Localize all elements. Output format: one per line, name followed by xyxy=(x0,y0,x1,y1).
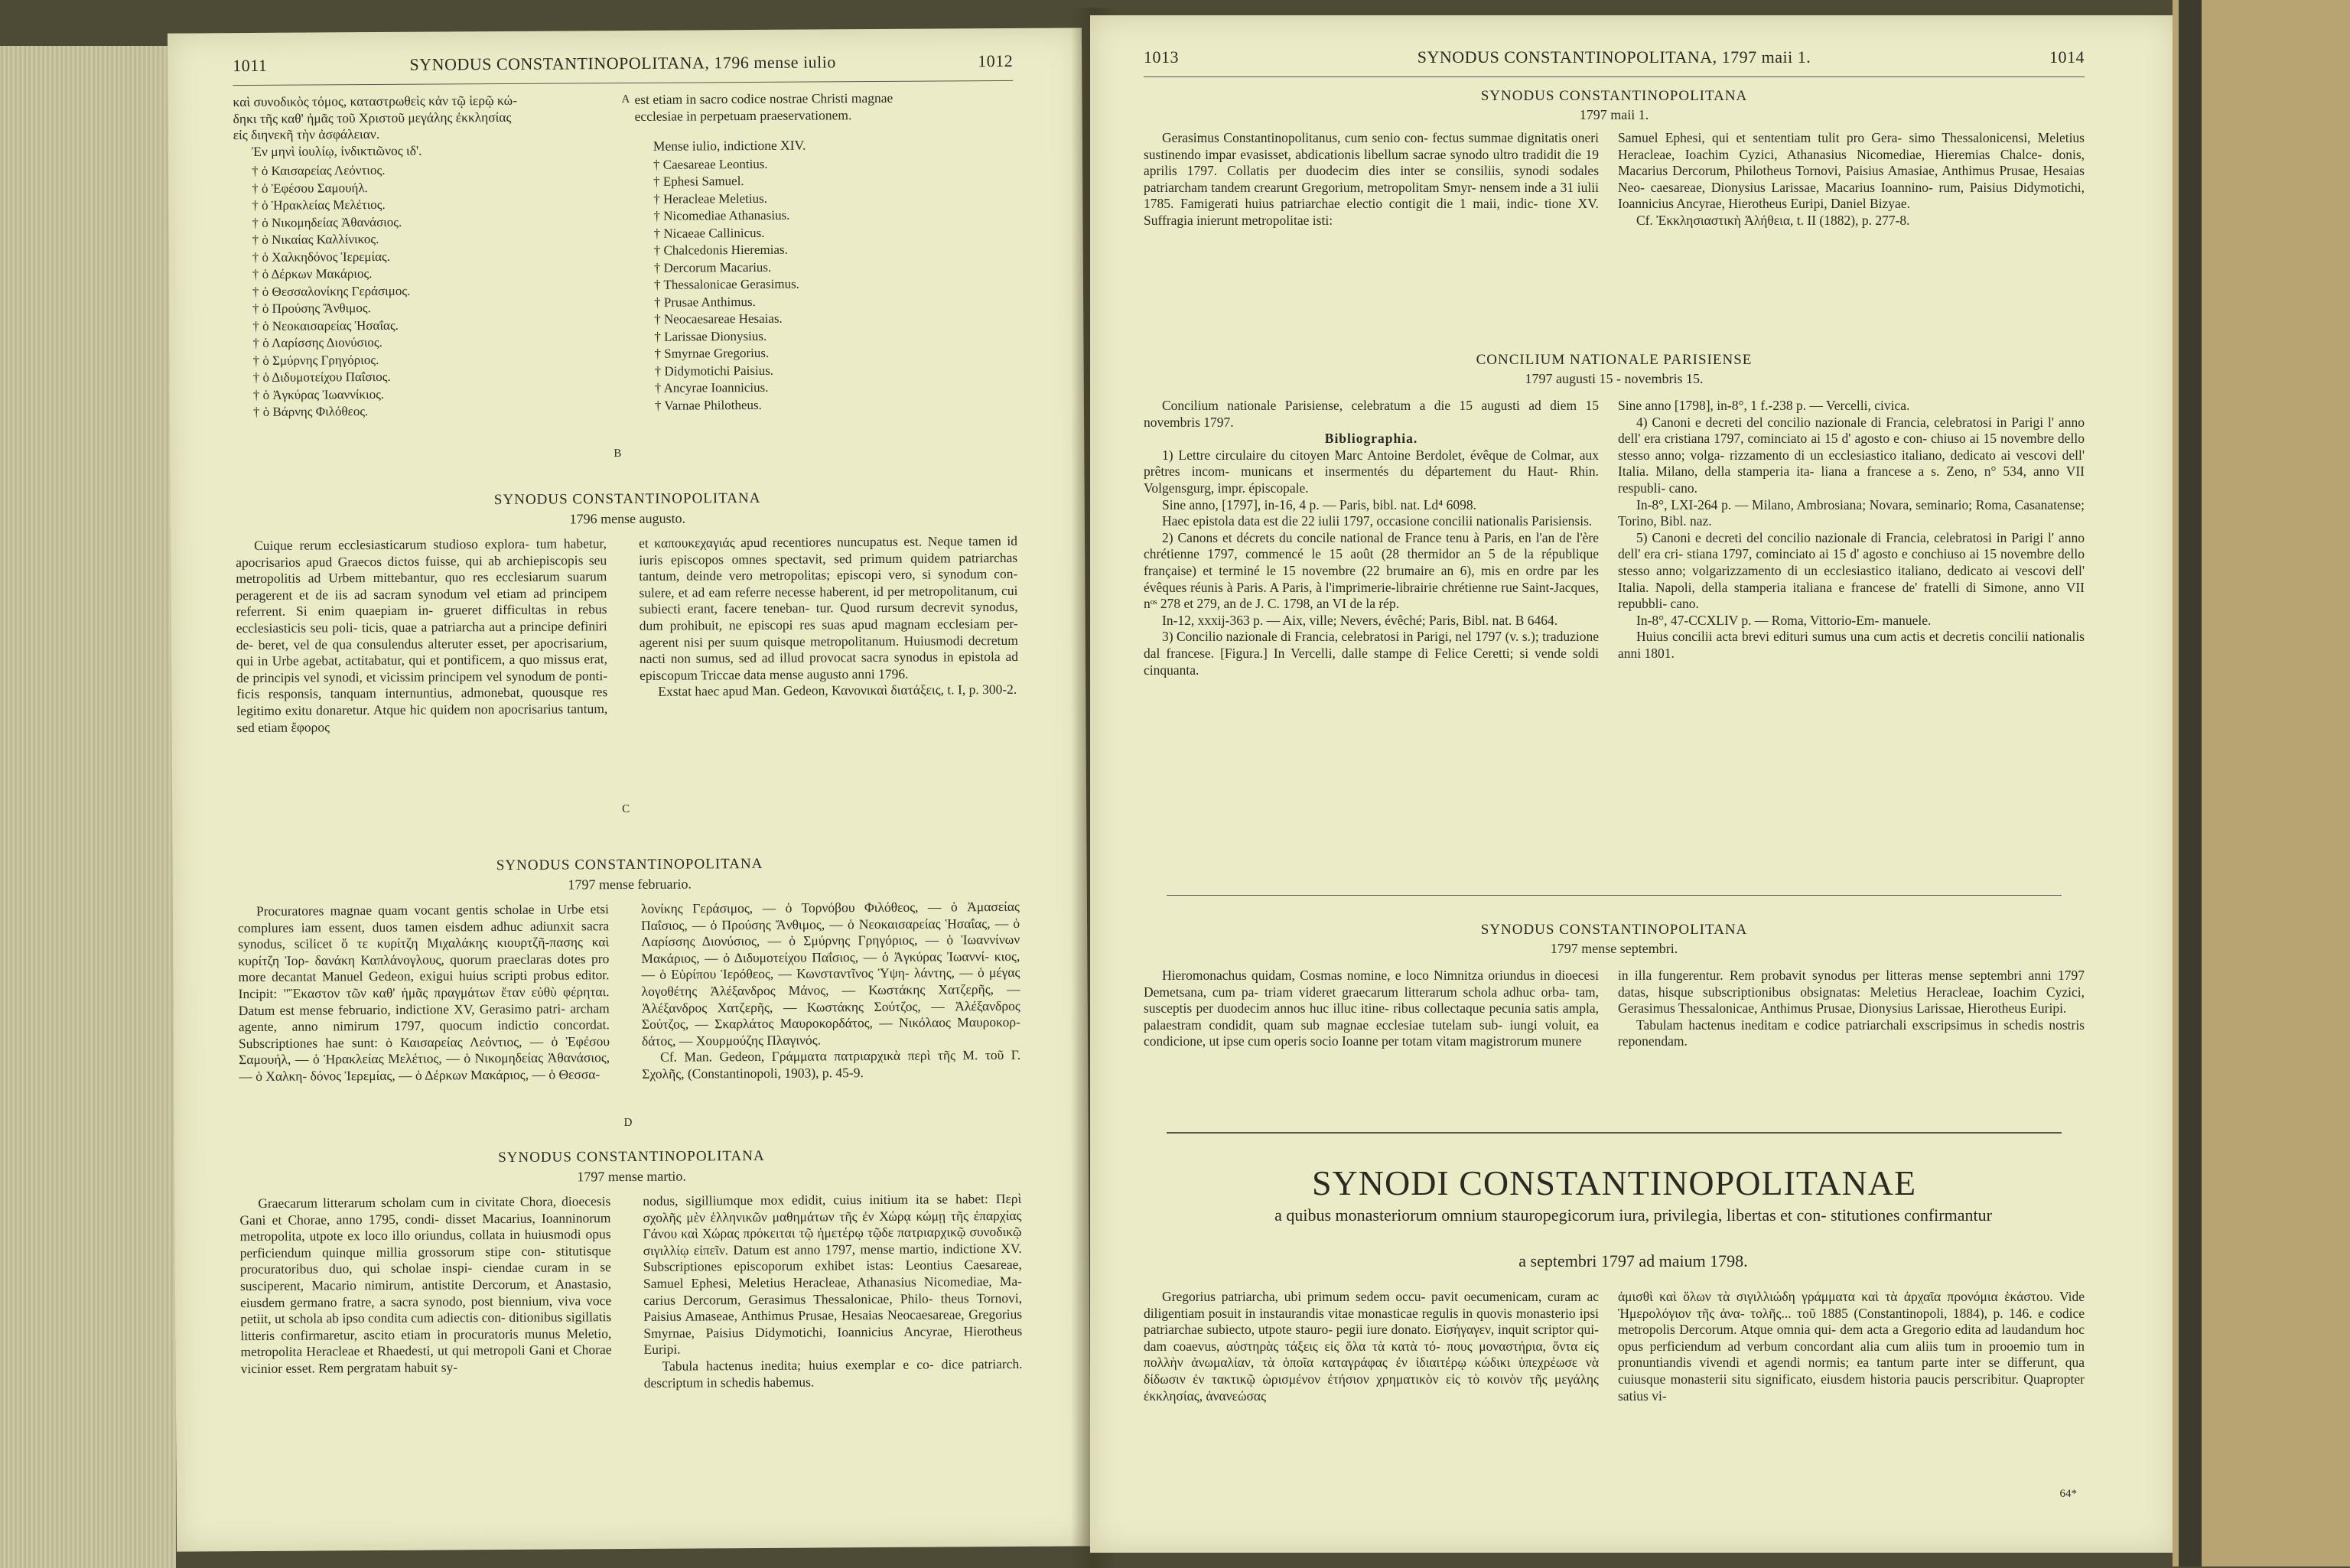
list-item: † Prusae Anthimus. xyxy=(654,294,756,310)
top-left-column xyxy=(233,92,617,421)
bibliography-entry: In-8°, LXI-264 p. — Milano, Ambrosiana; Novara, seminario; Roma, Casanatense; Torino, Bibl. naz. xyxy=(1618,496,2085,529)
section-date: 1796 mense augusto. xyxy=(569,510,686,527)
bibliography-entry: In-12, xxxij-363 p. — Aix, ville; Nevers, évêché; Paris, Bibl. nat. B 6464. xyxy=(1162,612,1558,628)
paragraph: Samuel Ephesi, qui et sententiam tulit pro Gera- simo Thessalonicensi, Meletius Heracleae, Ioachim Cyzici, Athanasius Nicomediae, Hieremias Chalce- donis, Macarius Dercorum, Philotheus Tornovi, Paisius Amasiae, Anthimus Prusae, Hesaias Neo- caesareae, Dionysius Larissae, Macarius Ioannino- rum, Paisius Didymotichi, Ioannicius Ancyrae, Hierotheus Euripi, Daniel Bizyae. xyxy=(1618,130,2085,212)
bibliography-entry: In-8°, 47-CCXLIV p. — Roma, Vittorio-Em- manuele. xyxy=(1636,612,1932,628)
left-page-number-2: 1012 xyxy=(978,50,1014,71)
list-item: † ὁ Λαρίσσης Διονύσιος. xyxy=(252,335,382,351)
list-item: † Nicaeae Callinicus. xyxy=(653,225,765,241)
bibliography-entry: 5) Canoni e decreti del concilio nazionale di Francia, celebratosi in Parigi l' anno dell' era cri- stiana 1797, cominciato ai 15 d' agosto e conchiuso ai 15 novembre dello stesso anno; volgarizzamento di un ecclesiastico italiano, dedicato ai vescovi dell' Italia. Napoli, della stamperia italiana e francese de' fratelli di Simone, anno VII repubbli- cano. xyxy=(1618,529,2085,612)
latin-line: est etiam in sacro codice nostrae Christi magnae xyxy=(634,89,893,107)
list-item: † ὁ Ἐφέσου Σαμουήλ. xyxy=(252,180,368,196)
list-item: † ὁ Βάρνης Φιλόθεος. xyxy=(252,404,369,420)
paragraph: Procuratores magnae quam vocant gentis scholae in Urbe etsi complures iam essent, duos tamen eisdem adhuc adiunxit sacra synodus, scilicet ὅ τε κυρίτζη Μιχαλάκης κιουρτζῆ-πασης καὶ κυρίτζη Ἰορ- δανάκη Καπλάνογλους, quorum praeclaras dotes pro more decantat Manuel Gedeon, exigui huius scripti probus editor. Incipit: "Ἕκαστον τῶν καθ' ἡμᾶς πραγμάτων ἔταν εὐθὺ φέρηται. Datum est mense februario, indictione XV, Gerasimo patri- archam agente, anno nimirum 1797, quocum indictio concordat. Subscriptiones hae sunt: ὁ Καισαρείας Λεόντιος, — ὁ Ἐφέσου Σαμουήλ, — ὁ Ἡρακλείας Μελέτιος, — ὁ Νικομηδείας Ἀθανάσιος, — ὁ Χαλκη- δόνος Ἱερεμίας, — ὁ Δέρκων Μακάριος, — ὁ Θεσσα- xyxy=(238,901,610,1085)
section-date: 1797 mense martio. xyxy=(577,1168,686,1185)
list-item: † ὁ Ἡρακλείας Μελέτιος. xyxy=(252,197,386,213)
bibliography-entry: 1) Lettre circulaire du citoyen Marc Antoine Berdolet, évêque de Colmar, aux prêtres incom- municans et insermentés du département du Haut- Rhin. Volgensgurg, impr. épiscopale. xyxy=(1144,447,1599,496)
right-page-number: 1013 xyxy=(1144,47,1179,67)
list-item: † Smyrnae Gregorius. xyxy=(654,346,770,362)
section-title: CONCILIUM NATIONALE PARISIENSE xyxy=(1476,352,1753,368)
paragraph: et καπουκεχαγιάς apud recentiores nuncupatus est. Neque tamen id iuris episcopos omnes spectavit, sed primum quidem patriarchas tantum, deinde vero metropolitas; episcopi vero, si synodum con- sulere, et ad eam referre necesse haberent, id per metropolitanum, cui subiecti erant, facere teneban- tur. Quod rursum decrevit synodus, dum prohibuit, ne episcopi res suas apud magnam ecclesiam per- agerent nisi per suum quisque metropolitanum. Huiusmodi decretum nacti non sumus, sed ad illud provocat sacra synodus in epistola ad episcopum Triccae data mense augusto anni 1796. xyxy=(638,532,1019,683)
reference: Tabulam hactenus ineditam e codice patriarchali exscripsimus in schedis nostris reponendam. xyxy=(1618,1017,2085,1049)
section-3-left-column xyxy=(1144,968,1599,1050)
bibliography-entry: Sine anno, [1797], in-16, 4 p. — Paris, bibl. nat. Ld⁴ 6098. xyxy=(1162,496,1476,512)
margin-marker-d: D xyxy=(623,1116,633,1130)
list-item: † Larissae Dionysius. xyxy=(654,328,767,344)
section-1-right-column xyxy=(1618,130,2085,229)
left-page-number: 1011 xyxy=(233,55,268,76)
left-header-title: SYNODUS CONSTANTINOPOLITANA, 1796 mense iulio xyxy=(409,52,836,74)
section-rule xyxy=(1167,1132,2062,1134)
list-item: † ὁ Δέρκων Μακάριος. xyxy=(252,266,373,282)
bibliography-entry: Haec epistola data est die 22 iulii 1797, occasione concilii nationalis Parisiensis. xyxy=(1162,513,1593,529)
section-title: SYNODUS CONSTANTINOPOLITANA xyxy=(493,490,761,509)
list-item: † Ephesi Samuel. xyxy=(653,174,744,190)
margin-marker-c: C xyxy=(622,802,630,816)
greek-line: δηκι τῆς καθ' ἡμᾶς τοῦ Χριστοῦ μεγάλης ἐκκλησίας xyxy=(233,109,512,126)
list-item: † ὁ Προύσης Ἄνθιμος. xyxy=(252,301,371,317)
list-item: † Neocaesareae Hesaias. xyxy=(654,311,783,327)
greek-signatories xyxy=(252,161,617,421)
list-item: † Heracleae Meletius. xyxy=(653,190,768,207)
major-section-title: SYNODI CONSTANTINOPOLITANAE xyxy=(1311,1163,1917,1202)
book-page-edges xyxy=(0,46,176,1568)
paragraph: in illa fungerentur. Rem probavit synodus per litteras mense septembri anni 1797 datas, hisque subscriptionibus obsignatas: Meletius Heracleae, Ioachim Cyzici, Gerasimus Thessalonicae, Anthimus Prusae, Dionysius Larissae, Hierotheus Euripi. xyxy=(1618,968,2085,1017)
section-2-right-column xyxy=(1618,398,2085,662)
list-item: † ὁ Νεοκαισαρείας Ἡσαΐας. xyxy=(252,317,399,333)
greek-line: Ἐν μηνὶ ἰουλίῳ, ἰνδικτιῶνος ιδ'. xyxy=(251,142,422,159)
list-item: † Nicomediae Athanasius. xyxy=(653,207,790,224)
section-date: 1797 mense septembri. xyxy=(1550,941,1678,956)
bibliography-entry: Huius concilii acta brevi edituri sumus una cum actis et decretis concilii nationalis anni 1801. xyxy=(1618,629,2085,661)
paragraph: Concilium nationale Parisiense, celebratum a die 15 augusti ad diem 15 novembris 1797. xyxy=(1144,398,1599,430)
section-2-right-column xyxy=(641,899,1020,1083)
section-rule xyxy=(1167,895,2062,896)
bibliography-entry: Sine anno [1798], in-8°, 1 f.-238 p. — Vercelli, civica. xyxy=(1618,398,1910,413)
list-item: † ὁ Νικαίας Καλλίνικος. xyxy=(252,232,379,248)
paragraph: Graecarum litterarum scholam cum in civitate Chora, dioecesis Gani et Chorae, anno 1795, condi- disset Macarius, Ioanninorum metropolita, utpote ex loco illo oriundus, collata in huiusmodi opus perficiendum quinque millia grossorum stipe con- stitutisque procuratoribus duo, qui scholae inspi- ciendae curam in se susciperent, Macario nimirum, antistite Dercorum, et Anastasio, eiusdem germano fratre, a sacra synodo, post biennium, viva voce petiit, ut schola ab ipso condita cum adiectis con- ditionibus sigillatis litteris confirmaretur, ascito etiam in procuratoris munus Meletio, metropolita Heracleae et Rhaedesti, ut qui metropoli Gani et Chorae vicinior esset. Rem pergratam habuit sy- xyxy=(239,1193,612,1377)
paragraph: ἀμισθὶ καὶ ὅλων τὰ σιγιλλιώδη γράμματα καὶ τὰ ἀρχαῖα προνόμια ἑκάστου. Vide Ἡμερολόγιον τῆς ἀνα- τολῆς... τοῦ 1885 (Constantinopoli, 1884), p. 146. e codice metropolis Dercorum. Atque omnia qui- dem acta a Gregorio edita ad laudandum hoc opus perficiendum ad verbum concordant alia cum aliis tum in prooemio tum in pronuntiandis vivendi et agendi normis; ea tantum parte inter se differunt, qua cuiusque monasterii situ significato, eiusdem historia paucis perscribitur. Quapropter satius vi- xyxy=(1618,1289,2085,1404)
list-item: † Dercorum Macarius. xyxy=(653,259,772,275)
latin-line: ecclesiae in perpetuam praeservationem. xyxy=(634,106,852,124)
right-page xyxy=(1090,15,2176,1553)
margin-marker-a: A xyxy=(621,93,630,106)
reference: Cf. Man. Gedeon, Γράμματα πατριαρχικὰ περὶ τῆς Μ. τοῦ Γ. Σχολῆς, (Constantinopoli, 1903), p. 45-9. xyxy=(642,1047,1021,1082)
paragraph: nodus, sigilliumque mox edidit, cuius initium ita se habet: Περὶ σχολῆς μὲν ἑλληνικῶν μαθημάτων τῆς ἐν Χώρᾳ κώμῃ τῆς ἐπαρχίας Γάνου καὶ Χώρας πρόκειται τῷ ἡμετέρῳ τῷδε πατριαρχικῷ συνοδικῷ σιγιλλίῳ εἰπεῖν. Datum est anno 1797, mense martio, indictione XV. Subscriptiones episcoporum exhibet istas: Leontius Caesareae, Samuel Ephesi, Meletius Heracleae, Athanasius Nicomediae, Ma- carius Dercorum, Gerasimus Thessalonicae, Philo- theus Tornovi, Paisius Amaseae, Anthimus Prusae, Hesaias Neocaesareae, Gregorius Smyrnae, Paisius Didymotichi, Ioannicius Ancyrae, Hierotheus Euripi. xyxy=(643,1190,1023,1358)
greek-line: εἰς διηνεκῆ τὴν ἀσφάλειαν. xyxy=(233,126,380,143)
list-item: † Varnae Philotheus. xyxy=(654,397,762,413)
right-header-title: SYNODUS CONSTANTINOPOLITANA, 1797 maii 1. xyxy=(1417,47,1811,67)
section-date: 1797 mense februario. xyxy=(568,876,692,893)
paragraph: Gerasimus Constantinopolitanus, cum senio con- fectus summae dignitatis oneri sustinendo impar evasisset, abdicationis libellum sacrae synodo ultro tradidit die 19 aprilis 1797. Collatis per duodecim dies inter se consiliis, synodi sodales patriarcham tandem crearunt Gregorium, metropolitam Smyr- nensem inde a 31 iulii 1785. Famigerati huius patriarchae electio contigit die 1 maii, indic- tione XV. Suffragia inierunt metropolitae isti: xyxy=(1144,130,1599,228)
top-right-column xyxy=(634,89,1019,415)
bibliography-entry: 2) Canons et décrets du concile national de France tenu à Paris, en l'an de l'ère chrétienne 1797, commencé le 15 août (28 thermidor an 5 de la république française) et terminé le 15 novembre (22 brumaire an 6), mis en ordre par les évêques réunis à Paris. A Paris, à l'imprimerie-librairie chrétienne rue Saint-Jacques, nᵒˢ 278 et 279, an de J. C. 1798, an VI de la rép. xyxy=(1144,529,1599,612)
section-1-left-column xyxy=(236,535,608,736)
greek-line: καὶ συνοδικὸς τόμος, καταστρωθεὶς κἀν τῷ ἱερῷ κώ- xyxy=(233,92,518,110)
list-item: † ὁ Διδυμοτείχου Παΐσιος. xyxy=(252,369,391,385)
bibliography-entry: 3) Concilio nazionale di Francia, celebratosi in Parigi, nel 1797 (v. s.); traduzione dal francese. [Figura.] In Vercelli, dalle stampe di Felice Ceretti; si vende soldi cinquanta. xyxy=(1144,629,1599,678)
section-title: SYNODUS CONSTANTINOPOLITANA xyxy=(498,1147,765,1166)
list-item: † Thessalonicae Gerasimus. xyxy=(653,276,799,293)
header-rule xyxy=(1144,76,2085,77)
major-section-date: a septembri 1797 ad maium 1798. xyxy=(1518,1251,1748,1270)
margin-marker-b: B xyxy=(614,447,622,460)
list-item: † Chalcedonis Hieremias. xyxy=(653,242,788,259)
section-1-right-column xyxy=(639,533,1018,701)
section-3-right-column xyxy=(643,1191,1023,1391)
paragraph: Gregorius patriarcha, ubi primum sedem occu- pavit oecumenicam, curam ac diligentiam posuit in instaurandis vitae monasticae regulis in quovis monasterio ipsi patriarchae subiecto, utpote stauro- pegii iure donato. Εἰσήγαγεν, inquit scriptor qui- dam coaevus, αὐστηρὰς τάξεις εἰς ὅλα τὰ κατὰ τό- πους μοναστήρια, ὄντα εἰς πολλὴν ἀνωμαλίαν, τὰ ὁποῖα καταγράφας ἐν ἰδιαιτέρῳ κώδικι ὑπεχρέωσε νὰ δίδωσιν ἐν τακτικῷ ὡρισμένον ἐτήσιον χρηματικὸν εἰς τὸ κοινὸν τῆς μεγάλης ἐκκλησίας, ἀνανεώσας xyxy=(1144,1289,1599,1404)
list-item: † ὁ Καισαρείας Λεόντιος. xyxy=(251,163,386,179)
latin-head: Mense iulio, indictione XIV. xyxy=(653,137,806,154)
list-item: † ὁ Νικομηδείας Ἀθανάσιος. xyxy=(252,214,402,230)
bibliography-heading: Bibliographia. xyxy=(1324,431,1418,447)
reference: Tabula hactenus inedita; huius exemplar e co- dice patriarch. descriptum in schedis habemus. xyxy=(643,1355,1023,1391)
major-section-subtitle: a quibus monasteriorum omnium stauropegicorum iura, privilegia, libertas et con- stitutiones confirmantur xyxy=(1274,1205,1992,1225)
paragraph: λονίκης Γεράσιμος, — ὁ Τορνόβου Φιλόθεος, — ὁ Ἀμασείας Παΐσιος, — ὁ Προύσης Ἄνθιμος, — ὁ Νεοκαισαρείας Ἡσαΐας, — ὁ Λαρίσσης Διονύσιος, — ὁ Σμύρνης Γρηγόριος, — ὁ Ἰωαννίνων Μακάριος, — ὁ Διδυμοτείχου Παΐσιος, — ὁ Ἀγκύρας Ἰωαννί- κιος, — ὁ Εὐρίπου Ἱερόθεος, — Κωνσταντῖνος Ὑψη- λάντης, — ὁ μέγας λογοθέτης Ἀλέξανδρος Μάνος, — Κωστάκης Χατζερῆς, — Ἀλέξανδρος Χατζερῆς, — Κωστάκης Σούτζος, — Ἀλέξανδρος Σούτζος, — Σκαρλάτος Μαυροκορδάτος, — Νικόλαος Μαυροκορ- δάτος, — Χουρμούζης Πλαγινός. xyxy=(640,898,1020,1049)
section-2-left-column xyxy=(238,901,610,1085)
section-title: SYNODUS CONSTANTINOPOLITANA xyxy=(496,855,763,874)
section-4-left-column xyxy=(1144,1289,1599,1404)
section-title: SYNODUS CONSTANTINOPOLITANA xyxy=(1480,88,1748,104)
section-3-right-column xyxy=(1618,968,2085,1050)
reference: Cf. Ἐκκλησιαστικὴ Ἀλήθεια, t. II (1882), p. 277-8. xyxy=(1636,212,1910,228)
paragraph: Cuique rerum ecclesiasticarum studioso explora- tum habetur, apocrisarios apud Graecos dictos fuisse, qui ab archiepiscopis seu metropolitis ad Urbem mittebantur, quo res ecclesiarum suarum peragerent et de iis ad sacram synodum vel etiam ad principem referrent. Si enim quaepiam in- grueret difficultas in rebus ecclesiasticis seu poli- ticis, quae a patriarcha aut a principe definiri de- beret, vel de qua consulendus alteruter esset, per apocrisarium, qui in Urbe agebat, actitabatur, qui et pontificem, a quo missus erat, de principis vel synodi, et vicissim principem vel synodum de ponti- ficis responsis, tanquam internuntius, admonebat, quousque res legitimo exitu donaretur. Atque hic quidem non apocrisarius tantum, sed etiam ἔφορος xyxy=(236,535,608,735)
section-2-left-column xyxy=(1144,398,1599,678)
paragraph: Hieromonachus quidam, Cosmas nomine, e loco Nimnitza oriundus in dioecesi Demetsana, cum pa- triam videret graecarum litterarum schola adhuc orba- tam, susceptis per duodecim annos huc illuc itine- ribus collectaque pecunia satis ampla, palaestram condidit, quam sub magnae ecclesiae tutelam sub- iungi voluit, ea condicione, ut ipse cum operis socio Ioanne per totam vitam magistrorum munere xyxy=(1144,968,1599,1049)
right-page-number-2: 1014 xyxy=(2049,47,2085,67)
latin-signatories xyxy=(653,155,1019,415)
section-title: SYNODUS CONSTANTINOPOLITANA xyxy=(1480,922,1748,938)
list-item: † ὁ Χαλκηδόνος Ἱερεμίας. xyxy=(252,249,391,265)
section-1-left-column xyxy=(1144,130,1599,229)
right-running-head xyxy=(1144,47,2085,78)
printer-signature: 64* xyxy=(2059,1488,2077,1500)
book-cover xyxy=(2173,0,2350,1566)
list-item: † Caesareae Leontius. xyxy=(653,156,768,172)
section-3-left-column xyxy=(239,1193,611,1377)
list-item: † Didymotichi Paisius. xyxy=(654,363,774,379)
list-item: † Ancyrae Ioannicius. xyxy=(654,380,769,396)
list-item: † ὁ Σμύρνης Γρηγόριος. xyxy=(252,352,379,368)
list-item: † ὁ Θεσσαλονίκης Γεράσιμος. xyxy=(252,283,411,299)
bibliography-entry: 4) Canoni e decreti del concilio nazionale di Francia, celebratosi in Parigi l' anno dell' era cristiana 1797, cominciato ai 15 d' agosto e con- chiuso ai 15 novembre dello stesso anno; volga- rizzamento di un ecclesiastico italiano, dedicato ai vescovi dell' Italia. Milano, della stamperia ita- liana a francese a s. Zeno, n° 534, anno VII respubli- cano. xyxy=(1618,414,2085,496)
section-date: 1797 augusti 15 - novembris 15. xyxy=(1525,371,1704,386)
list-item: † ὁ Ἀγκύρας Ἰωαννίκιος. xyxy=(252,386,385,402)
left-page xyxy=(168,28,1091,1551)
section-date: 1797 maii 1. xyxy=(1579,107,1649,122)
reference: Exstat haec apud Man. Gedeon, Κανονικαὶ διατάξεις, t. I, p. 300-2. xyxy=(658,682,1017,700)
section-4-right-column xyxy=(1618,1289,2085,1404)
